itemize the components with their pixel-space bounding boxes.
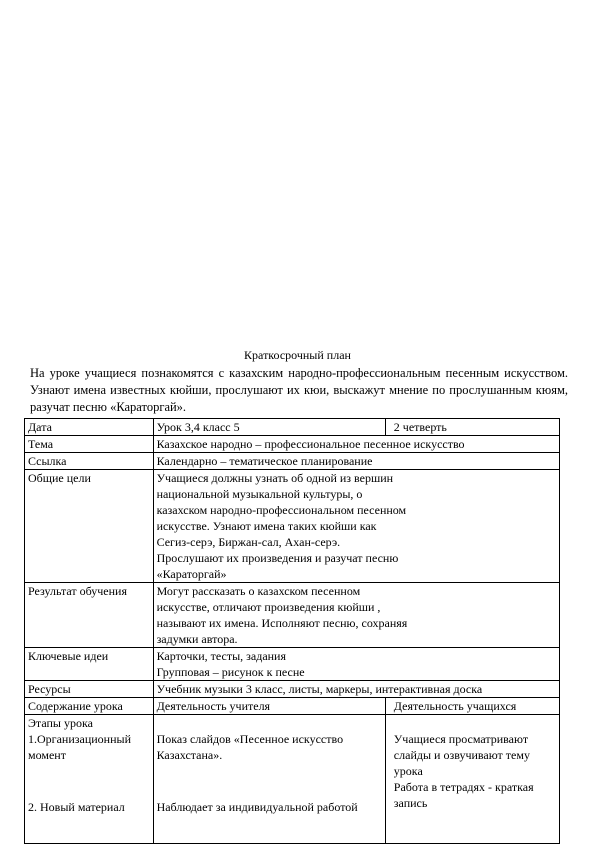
ideas-line-1: Карточки, тесты, задания: [156, 649, 287, 663]
date-label: Дата: [25, 419, 154, 436]
resources-cell: Учебник музыки 3 класс, листы, маркеры, интерактивная доска: [153, 681, 559, 698]
teacher-activity-cell: [153, 715, 385, 844]
teacher-header: Деятельность учителя: [153, 698, 385, 715]
link-label: Ссылка: [25, 453, 154, 470]
table-row: [25, 681, 560, 698]
stage-2-label: 2. Новый материал: [28, 800, 125, 814]
result-cell: Могут рассказать о казахском песенном искусстве, отличают произведения кюйши , называют их имена. Исполняют песню, сохраняя задумки автора.: [153, 583, 559, 648]
lesson-cell: Урок 3,4 класс 5: [153, 419, 385, 436]
result-label: Результат обучения: [25, 583, 154, 648]
ideas-line-2: Групповая – рисунок к песне: [156, 665, 305, 679]
stage-2-students: Работа в тетрадях - краткая запись: [393, 780, 534, 810]
table-row: [25, 470, 560, 583]
goals-label: Общие цели: [25, 470, 154, 583]
students-activity-cell: [385, 715, 559, 844]
ideas-cell: [153, 648, 559, 681]
table-row: [25, 419, 560, 436]
table-row: [25, 453, 560, 470]
document-title: Краткосрочный план: [244, 348, 351, 362]
content-header: Содержание урока: [25, 698, 154, 715]
link-cell: Календарно – тематическое планирование: [153, 453, 559, 470]
stage-2-teacher: Наблюдает за индивидуальной работой: [156, 800, 358, 814]
ideas-label: Ключевые идеи: [25, 648, 154, 681]
stage-1-label: 1.Организационный момент: [28, 732, 131, 762]
stage-1-teacher: Показ слайдов «Песенное искусство Казахстана».: [156, 732, 344, 762]
table-row: [25, 436, 560, 453]
lesson-plan-table: [24, 418, 560, 844]
stages-cell: [25, 715, 154, 844]
students-header: Деятельность учащихся: [385, 698, 559, 715]
stage-1-students: Учащиеся просматривают слайды и озвучивают тему урока: [393, 732, 530, 778]
goals-cell: Учащиеся должны узнать об одной из вершин национальной музыкальной культуры, о казахском народно-профессиональном песенном искусстве. Узнают имена таких кюйши как Сегиз-серэ, Биржан-сал, Ахан-серэ. Прослушают их произведения и разучат песню «Караторгай»: [153, 470, 559, 583]
resources-label: Ресурсы: [25, 681, 154, 698]
topic-cell: Казахское народно – профессиональное песенное искусство: [153, 436, 559, 453]
table-row: [25, 715, 560, 844]
intro-paragraph: На уроке учащиеся познакомятся с казахским народно-профессиональным песенным искусством. Узнают имена известных кюйши, прослушают их кюи, выскажут мнение по прослушанным кюям, разучат песню «Караторгай».: [30, 366, 568, 414]
quarter-cell: 2 четверть: [385, 419, 559, 436]
table-row: [25, 583, 560, 648]
topic-label: Тема: [25, 436, 154, 453]
table-row: [25, 648, 560, 681]
stages-label: Этапы урока: [28, 716, 93, 730]
table-row: [25, 698, 560, 715]
